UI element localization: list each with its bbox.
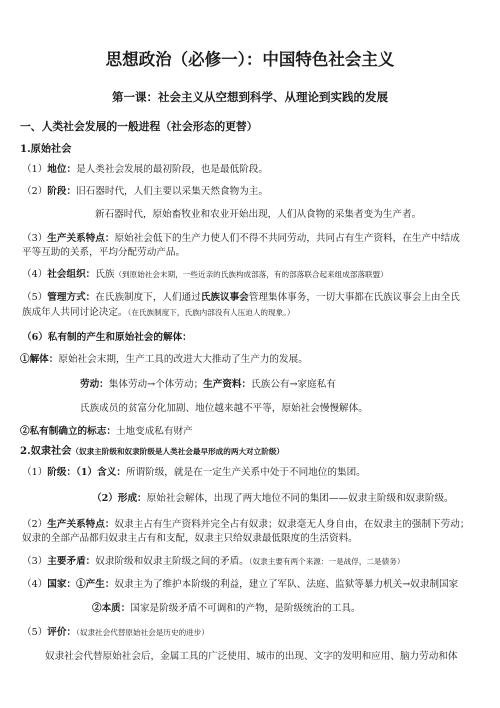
- line-relations: （3）生产关系特点：原始社会低下的生产力使人们不得不共同劳动，共同占有生产资料，在生产中结成: [22, 233, 460, 244]
- heading-primitive-society: 1.原始社会: [20, 143, 72, 155]
- line-differentiation: 氏族成员的贫富分化加剧、地位越来越不平等，原始社会慢慢解体。: [80, 403, 368, 414]
- line-labor: 劳动：集体劳动→个体劳动；生产资料：氏族公有→家庭私有: [80, 379, 336, 390]
- line-class-meaning: （1）阶级：（1）含义：所谓阶级，就是在一定生产关系中处于不同地位的集团。: [22, 467, 366, 478]
- line-private-ownership: （6）私有制的产生和原始社会的解体：: [22, 332, 192, 343]
- line-evaluation: （5）评价：（奴隶社会代替原始社会是历史的进步）: [22, 627, 209, 638]
- line-class-formation: （2）形成：原始社会解体，出现了两大地位不同的集团——奴隶主阶级和奴隶阶级。: [92, 493, 454, 504]
- line-state-origin: （4）国家：①产生：奴隶主为了维护本阶级的利益，建立了军队、法庭、监狱等暴力机关→奴隶制国家: [22, 579, 459, 590]
- line-slave-relations-cont: 奴隶的全部产品都归奴隶主占有和支配，奴隶主只给奴隶最低限度的生活资料。: [22, 533, 358, 544]
- line-management-cont: 族成年人共同讨论决定。（在氏族制度下，氏族内部没有人压迫人的现象。）: [22, 307, 295, 318]
- line-main-contradiction: （3）主要矛盾：奴隶阶级和奴隶主阶级之间的矛盾。（奴隶主要有两个来源：一是战俘，二是债务）: [22, 556, 405, 567]
- page-title: 思想政治（必修一）：中国特色社会主义: [105, 50, 395, 69]
- line-management: （5）管理方式：在氏族制度下，人们通过氏族议事会管理集体事务，一切大事都在氏族议事会上由全氏: [22, 292, 460, 303]
- lesson-subtitle: 第一课：社会主义从空想到科学、从理论到实践的发展: [112, 90, 388, 104]
- line-dissolution: ①解体：原始社会末期，生产工具的改进大大推动了生产力的发展。: [20, 354, 308, 365]
- line-slave-relations: （2）生产关系特点：奴隶主占有生产资料并完全占有奴隶；奴隶毫无人身自由，在奴隶主的强制下劳动；: [22, 519, 470, 530]
- line-relations-cont: 平等互助的关系，平均分配劳动产品。: [22, 247, 186, 258]
- line-state-essence: ②本质：国家是阶级矛盾不可调和的产物，是阶级统治的工具。: [92, 603, 361, 614]
- heading-slave-society: 2.奴隶社会（奴隶主阶级和奴隶阶级是人类社会最早形成的两大对立阶级）: [20, 445, 285, 457]
- section-heading: 一、人类社会发展的一般进程（社会形态的更替）: [20, 120, 258, 133]
- line-stage-cont: 新石器时代，原始畜牧业和农业开始出现，人们从食物的采集者变为生产者。: [95, 209, 422, 220]
- line-evaluation-text: 奴隶社会代替原始社会后，金属工具的广泛使用、城市的出现、文字的发明和应用、脑力劳动和体: [45, 651, 458, 662]
- line-organization: （4）社会组织：氏族（到原始社会末期，一些近亲的氏族构成部落，有的部落联合起来组成部落联盟）: [22, 269, 388, 280]
- line-stage: （2）阶段：旧石器时代，人们主要以采集天然食物为主。: [22, 186, 268, 197]
- line-status: （1）地位：是人类社会发展的最初阶段，也是最低阶段。: [22, 164, 268, 175]
- line-private-sign: ②私有制确立的标志：土地变成私有财产: [20, 426, 193, 437]
